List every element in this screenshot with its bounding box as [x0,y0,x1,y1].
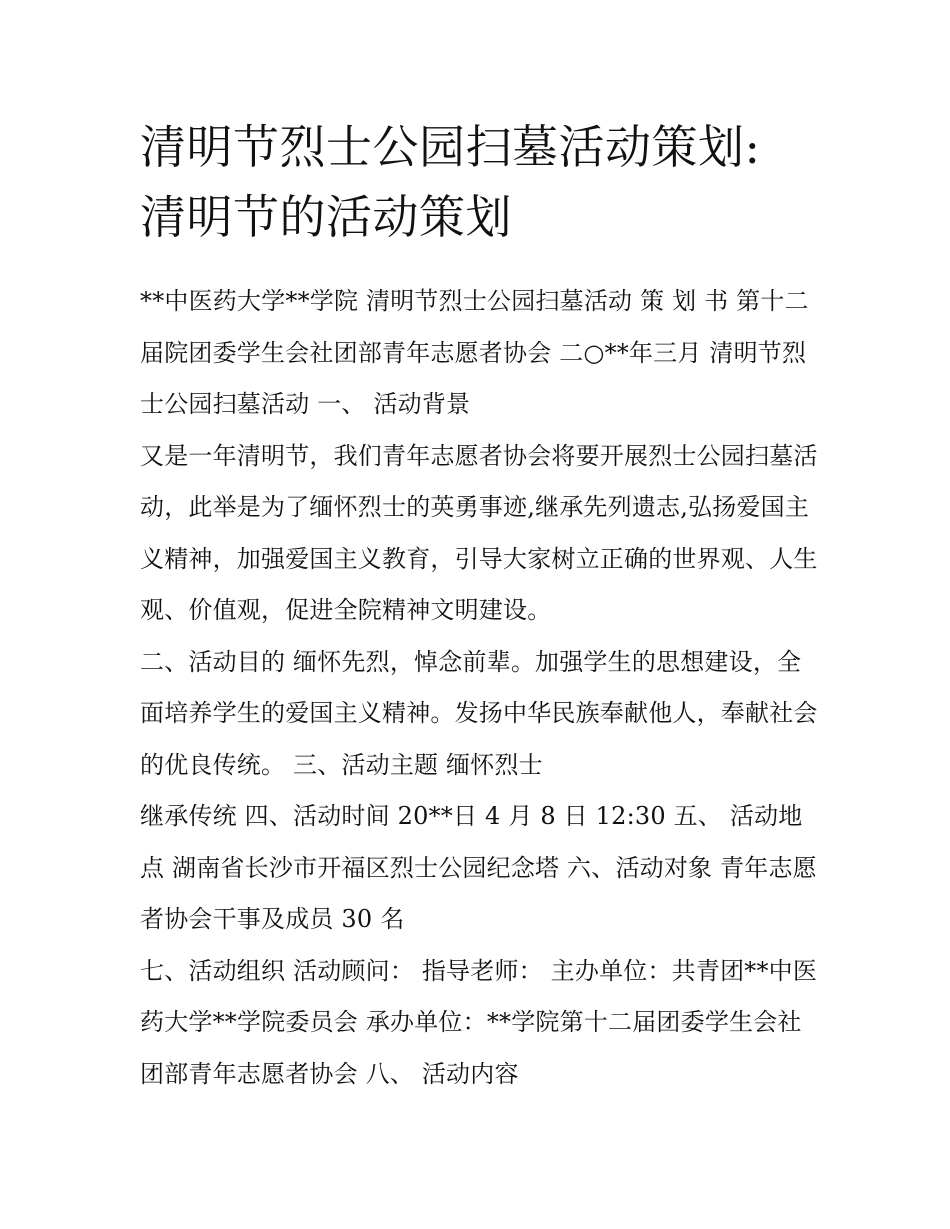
document-title [140,112,820,252]
title-line-2: 清明节的活动策划 [140,190,512,244]
paragraph-purpose-theme: 二、活动目的 缅怀先烈，悼念前辈。加强学生的思想建设，全面培养学生的爱国主义精神。发扬中华民族奉献他人，奉献社会的优良传统。 三、活动主题 缅怀烈士 [140,647,818,779]
title-line-1: 清明节烈士公园扫墓活动策划: [140,120,761,174]
paragraph-organization: 七、活动组织 活动顾问： 指导老师： 主办单位：共青团**中医药大学**学院委员会 承办单位：**学院第十二届团委学生会社团部青年志愿者协会 八、 活动内容 [140,956,818,1088]
paragraph-background-text: 又是一年清明节，我们青年志愿者协会将要开展烈士公园扫墓活动，此举是为了缅怀烈士的英勇事迹,继承先列遗志,弘扬爱国主义精神，加强爱国主义教育，引导大家树立正确的世界观、人生观、价值观，促进全院精神文明建设。 [140,441,818,624]
paragraph-background: **中医药大学**学院 清明节烈士公园扫墓活动 策 划 书 第十二届院团委学生会社团部青年志愿者协会 二○**年三月 清明节烈士公园扫墓活动 一、 活动背景 [140,287,809,418]
document-body [140,276,820,1100]
paragraph-time-place-target: 继承传统 四、活动时间 20**日 4 月 8 日 12:30 五、 活动地点 湖南省长沙市开福区烈士公园纪念塔 六、活动对象 青年志愿者协会干事及成员 30 名 [140,802,817,933]
document-page [140,112,820,1100]
